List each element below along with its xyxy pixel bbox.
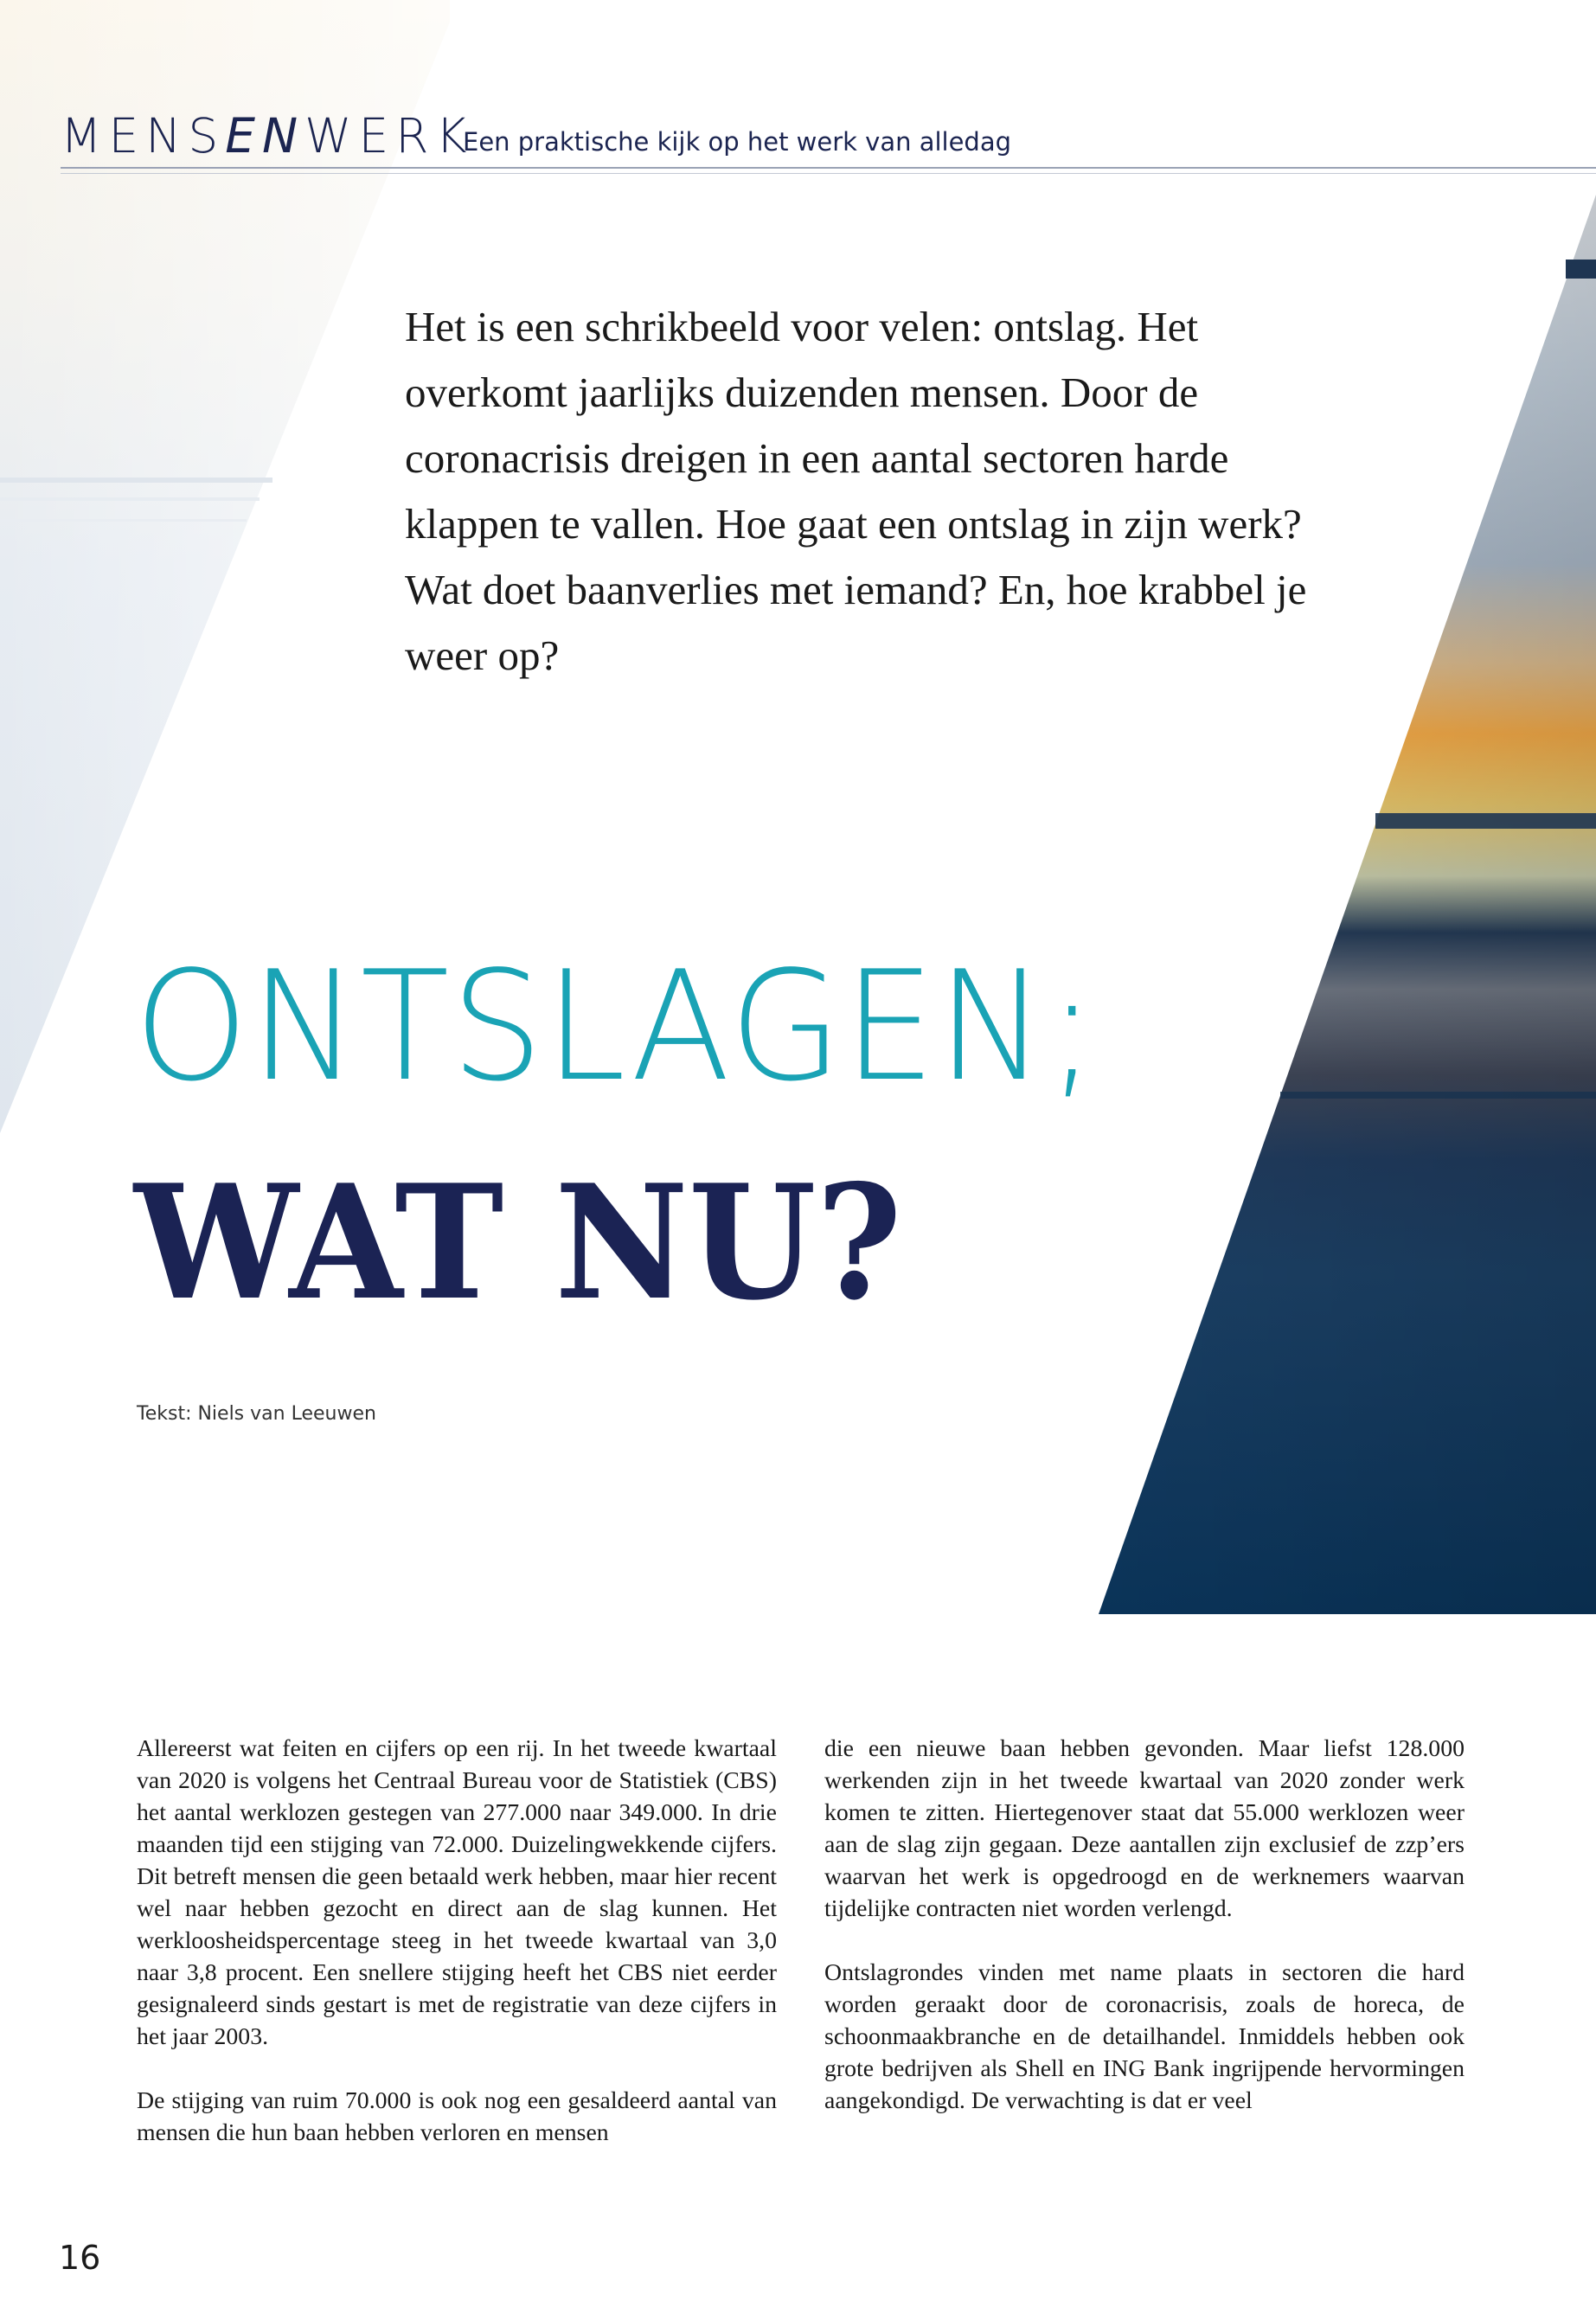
section-tagline: Een praktische kijk op het werk van alledag (463, 127, 1012, 157)
header-rule (61, 167, 1596, 169)
intro-paragraph: Het is een schrikbeeld voor velen: ontslag. Het overkomt jaarlijks duizenden mensen. Door de coronacrisis dreigen in een aantal sectoren harde klappen te vallen. Hoe gaat een ontslag in zijn werk? Wat doet baanverlies met iemand? En, hoe krabbel je weer op? (405, 303, 1307, 679)
brand-part-3: WERK (304, 108, 474, 163)
title-line-2: WAT NU? (134, 1150, 902, 1335)
byline: Tekst: Niels van Leeuwen (137, 1403, 376, 1425)
page-number: 16 (59, 2239, 101, 2277)
body-paragraph: die een nieuwe baan hebben gevonden. Maar liefst 128.000 werkenden zijn in het tweede kwartaal van 2020 zonder werk komen te zitten. Hiertegenover staat dat 55.000 werklozen weer aan de slag zijn gegaan. Deze aantallen zijn exclusief de zzp’ers waarvan het werk is opgedroogd en de werknemers waarvan tijdelijke contracten niet worden verlengd. (824, 1735, 1465, 1922)
magazine-header (61, 108, 1596, 169)
body-paragraph: Ontslagrondes vinden met name plaats in sectoren die hard worden geraakt door de coronacrisis, zoals de horeca, de schoonmaakbranche en de detailhandel. Inmiddels hebben ook grote bedrijven als Shell en ING Bank ingrijpende hervormingen aangekondigd. De verwachting is dat er veel (824, 1959, 1465, 2114)
body-column-right (824, 1733, 1465, 2149)
body-paragraph: Allereerst wat feiten en cijfers op een rij. In het tweede kwartaal van 2020 is volgens het Centraal Bureau voor de Statistiek (CBS) het aantal werklozen gestegen van 277.000 naar 349.000. In drie maanden tijd een stijging van 72.000. Duizelingwekkende cijfers. Dit betreft mensen die geen betaald werk hebben, maar hier recent wel naar hebben gezocht en direct aan de slag kunnen. Het werkloosheidspercentage steeg in het tweede kwartaal van 3,0 naar 3,8 procent. Een snellere stijging heeft het CBS niet eerder gesignaleerd sinds gestart is met de registratie van deze cijfers in het jaar 2003. (137, 1735, 777, 2050)
header-rule-thin (61, 173, 1596, 174)
body-paragraph: De stijging van ruim 70.000 is ook nog een gesaldeerd aantal van mensen die hun baan hebben verloren en mensen (137, 2087, 777, 2146)
brand-part-1: MENS (61, 108, 226, 163)
brand-part-2: EN (225, 108, 305, 163)
section-brand (61, 108, 474, 163)
body-column-left (137, 1733, 777, 2181)
title-line-1: ONTSLAGEN; (134, 939, 1099, 1115)
